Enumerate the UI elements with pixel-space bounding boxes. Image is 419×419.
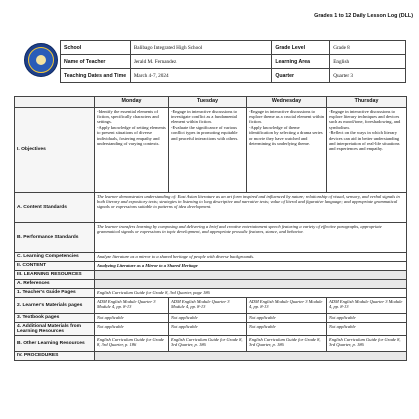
additional-materials-tuesday: Not applicable: [169, 323, 247, 336]
additional-materials-wednesday: Not applicable: [247, 323, 327, 336]
other-resources-wednesday: English Curriculum Guide for Grade 8, 3rd Quarter, p. 186: [247, 336, 327, 352]
references-shaded: [95, 280, 407, 289]
other-resources-thursday: English Curriculum Guide for Grade 8, 3rd Quarter, p. 186: [327, 336, 407, 352]
performance-standards-label: B. Performance Standards: [15, 223, 95, 253]
other-resources-monday: English Curriculum Guide for Grade 8, 3rd Quarter, p. 186: [95, 336, 169, 352]
day-header-tuesday: Tuesday: [169, 97, 247, 108]
seal-ring: [28, 47, 54, 73]
learning-resources-shaded: [95, 271, 407, 280]
quarter-value: Quarter 3: [330, 69, 406, 83]
procedures-shaded: [95, 352, 407, 361]
objectives-wednesday: -Engage in interactive discussions to explore theme as a crucial element within fiction. -Apply knowledge of theme identification by selecting a drama series or movie they have watched and determining its underlying theme.: [247, 108, 327, 193]
performance-standards-text: The learner transfers learning by composing and delivering a brief and creative entertainment speech featuring a variety of effective paragraphs, appropriate grammatical signals or expressions in topic development, and appropriate prosodic features, stance, and behavior.: [95, 223, 407, 253]
grade-level-value: Grade 8: [330, 41, 406, 55]
objectives-label: I. Objectives: [15, 108, 95, 193]
grade-level-label: Grade Level: [272, 41, 330, 55]
procedures-label: IV. PROCEDURES: [15, 352, 95, 361]
seal-core: [36, 55, 46, 65]
textbook-thursday: Not applicable: [327, 314, 407, 323]
learning-area-label: Learning Area: [272, 55, 330, 69]
lesson-log-table: [14, 96, 407, 361]
learning-competencies-label: C. Learning Competencies: [15, 253, 95, 262]
content-standards-label: A. Content Standards: [15, 193, 95, 223]
additional-materials-thursday: Not applicable: [327, 323, 407, 336]
learners-materials-tuesday: ADM English Module Quarter 3 Module 4, pp. 8-13: [169, 298, 247, 314]
day-header-thursday: Thursday: [327, 97, 407, 108]
content-standards-text: The learner demonstrates understanding of: East Asian literature as an art form inspired and influenced by nature; relationship of visual, sensory, and verbal signals in both literary and expository texts; strategies in listening to long descriptive and narrative texts; value of literal and figurative language; and appropriate grammatical signals or expressions suitable to patterns of idea development.: [95, 193, 407, 223]
learning-resources-label: III. LEARNING RESOURCES: [15, 271, 95, 280]
additional-materials-label: 4. Additional Materials from Learning Resources: [15, 323, 95, 336]
objectives-tuesday: -Engage in interactive discussions to investigate conflict as a fundamental element within fiction. -Evaluate the significance of various conflict types in promoting equitable and peaceful interactions with others.: [169, 108, 247, 193]
learners-materials-thursday: ADM English Module Quarter 3 Module 4, pp. 8-13: [327, 298, 407, 314]
teaching-dates-label: Teaching Dates and Time: [61, 69, 131, 83]
teacher-value: Jerald M. Fernandez: [130, 55, 272, 69]
day-header-wednesday: Wednesday: [247, 97, 327, 108]
content-text: Analyzing Literature as a Mirror to a Shared Heritage: [95, 262, 407, 271]
learners-materials-label: 2. Learner's Materials pages: [15, 298, 95, 314]
learning-area-value: English: [330, 55, 406, 69]
textbook-monday: Not applicable: [95, 314, 169, 323]
additional-materials-monday: Not applicable: [95, 323, 169, 336]
day-header-monday: Monday: [95, 97, 169, 108]
references-label: A. References: [15, 280, 95, 289]
textbook-wednesday: Not applicable: [247, 314, 327, 323]
learners-materials-monday: ADM English Module Quarter 3 Module 4, pp. 8-13: [95, 298, 169, 314]
learners-materials-wednesday: ADM English Module Quarter 3 Module 4, pp. 8-13: [247, 298, 327, 314]
textbook-tuesday: Not applicable: [169, 314, 247, 323]
day-header-blank: [15, 97, 95, 108]
school-label: School: [61, 41, 131, 55]
school-value: Balibago Integrated High School: [130, 41, 272, 55]
learning-competencies-text: Analyze literature as a mirror to a shared heritage of people with diverse backgrounds.: [95, 253, 407, 262]
other-resources-label: B. Other Learning Resources: [15, 336, 95, 352]
teacher-label: Name of Teacher: [61, 55, 131, 69]
deped-seal-logo: [24, 43, 58, 77]
textbook-label: 3. Textbook pages: [15, 314, 95, 323]
header-info-table: [60, 40, 406, 83]
document-title: Grades 1 to 12 Daily Lesson Log (DLL): [314, 13, 413, 19]
objectives-monday: -Identify the essential elements of fiction, specifically characters and settings. -Apply knowledge of setting elements to present situations of diverse individuals, fostering empathy and understanding of varying contexts.: [95, 108, 169, 193]
objectives-thursday: -Engage in interactive discussions to explore literary techniques and devices such as mood/tone, foreshadowing, and symbolism. -Reflect on the ways in which literary devices can aid in better understanding and interpretation of real-life situations and experiences and empathy.: [327, 108, 407, 193]
other-resources-tuesday: English Curriculum Guide for Grade 8, 3rd Quarter, p. 186: [169, 336, 247, 352]
teachers-guide-label: 1. Teacher's Guide Pages: [15, 289, 95, 298]
teaching-dates-value: March 4-7, 2024: [130, 69, 272, 83]
content-label: II. CONTENT: [15, 262, 95, 271]
teachers-guide-text: English Curriculum Guide for Grade 8, 3rd Quarter, page 186: [95, 289, 407, 298]
quarter-label: Quarter: [272, 69, 330, 83]
